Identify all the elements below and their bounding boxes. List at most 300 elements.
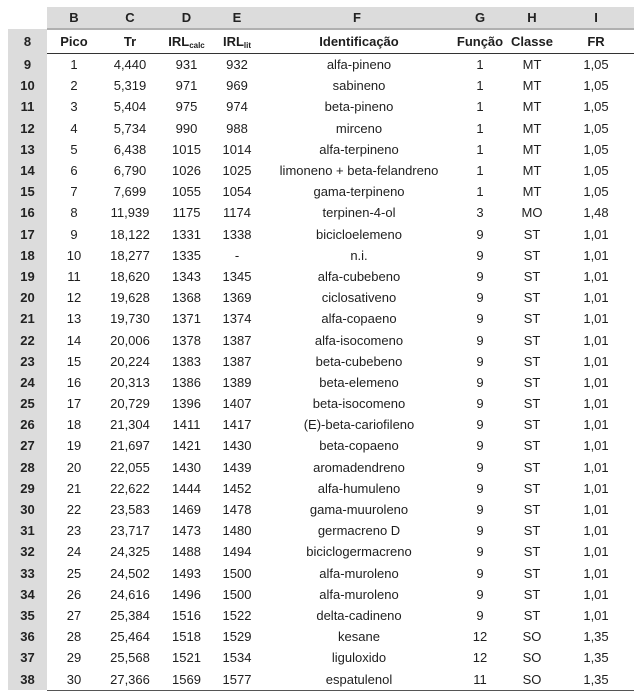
cell-funcao[interactable]: 9 [476,226,484,242]
cell-tr[interactable]: 24,616 [110,586,150,602]
cell-fr[interactable]: 1,35 [583,650,609,666]
row-number[interactable]: 20 [8,287,47,308]
cell-fr[interactable]: 1,01 [583,374,609,390]
cell-pico[interactable]: 17 [66,396,82,412]
table-row [8,541,634,562]
cell-funcao[interactable]: 9 [476,607,484,623]
cell-irl-lit[interactable]: 1174 [223,205,251,221]
cell-identificacao[interactable]: ciclosativeno [321,290,397,306]
cell-tr[interactable]: 20,729 [110,396,150,412]
cell-identificacao[interactable]: beta-isocomeno [312,396,406,412]
cell-irl-lit[interactable]: 1369 [222,290,252,306]
cell-pico[interactable]: 4 [70,120,78,136]
cell-classe[interactable]: ST [523,332,541,348]
cell-identificacao[interactable]: beta-copaeno [319,438,399,454]
cell-irl-calc[interactable]: 1488 [172,544,201,560]
cell-classe[interactable]: ST [523,565,541,581]
cell-irl-calc[interactable]: 1396 [172,396,201,412]
cell-fr[interactable]: 1,01 [583,523,609,539]
row-number[interactable]: 17 [8,224,47,245]
cell-irl-lit[interactable]: 1430 [222,438,252,454]
cell-pico[interactable]: 16 [66,374,82,390]
cell-irl-lit[interactable]: 1494 [222,544,252,560]
cell-tr[interactable]: 5,404 [113,99,147,115]
cell-irl-lit[interactable]: 1478 [222,502,252,518]
table-row [8,308,634,329]
cell-funcao[interactable]: 9 [476,438,484,454]
row-number[interactable]: 16 [8,202,47,223]
cell-funcao[interactable]: 11 [454,668,506,690]
cell-classe[interactable]: ST [523,523,541,539]
cell-irl-calc[interactable]: 975 [175,99,198,115]
cell-identificacao[interactable]: mirceno [335,120,383,136]
cell-tr[interactable]: 21,304 [110,417,150,433]
cell-fr[interactable]: 1,01 [583,311,609,327]
cell-funcao[interactable]: 9 [476,417,484,433]
cell-pico[interactable]: 29 [66,650,82,666]
cell-irl-calc[interactable]: 1518 [172,629,201,645]
header-funcao[interactable]: Função [454,29,506,54]
cell-funcao[interactable]: 9 [476,396,484,412]
cell-identificacao[interactable]: espatulenol [260,668,454,690]
cell-fr[interactable]: 1,01 [583,459,609,475]
header-tr[interactable]: Tr [101,29,159,54]
row-number[interactable]: 25 [8,393,47,414]
cell-pico[interactable]: 13 [66,311,82,327]
cell-pico[interactable]: 12 [66,290,82,306]
table-row [8,96,634,117]
header-identificacao[interactable]: Identificação [260,29,454,54]
cell-tr[interactable]: 4,440 [113,57,147,73]
cell-irl-calc[interactable]: 1444 [172,480,201,496]
column-letter-row [8,7,634,29]
cell-funcao[interactable]: 9 [476,565,484,581]
row-number[interactable]: 35 [8,605,47,626]
cell-funcao[interactable]: 9 [476,332,484,348]
cell-fr[interactable]: 1,01 [583,332,609,348]
cell-funcao[interactable]: 1 [476,99,484,115]
cell-funcao[interactable]: 9 [476,586,484,602]
cell-irl-calc[interactable]: 1383 [172,353,201,369]
cell-pico[interactable]: 18 [66,417,82,433]
cell-irl-calc[interactable]: 1055 [172,184,201,200]
cell-tr[interactable]: 19,730 [110,311,150,327]
cell-pico[interactable]: 24 [66,544,82,560]
column-header-d[interactable]: D [159,7,214,29]
cell-tr[interactable]: 23,583 [110,502,150,518]
cell-irl-lit[interactable]: 1417 [222,417,252,433]
cell-pico[interactable]: 1 [70,57,78,73]
cell-irl-lit[interactable]: 1014 [222,141,252,157]
cell-tr[interactable]: 25,384 [110,607,150,623]
cell-pico[interactable]: 7 [70,184,78,200]
header-pico[interactable]: Pico [47,29,101,54]
cell-irl-calc[interactable]: 1493 [172,565,201,581]
cell-funcao[interactable]: 3 [476,205,484,221]
cell-irl-calc[interactable]: 1026 [172,163,201,179]
cell-tr[interactable]: 21,697 [110,438,150,454]
cell-pico[interactable]: 25 [66,565,82,581]
cell-tr[interactable]: 25,464 [110,629,150,645]
cell-funcao[interactable]: 9 [476,502,484,518]
table-row [8,266,634,287]
table-row [8,224,634,245]
cell-identificacao[interactable]: alfa-muroleno [319,565,399,581]
cell-funcao[interactable]: 9 [476,374,484,390]
cell-irl-lit[interactable]: 1407 [222,396,252,412]
cell-irl-calc[interactable]: 1469 [172,502,201,518]
cell-irl-lit[interactable]: 1534 [222,650,252,666]
cell-identificacao[interactable]: beta-pineno [324,99,394,115]
cell-tr[interactable]: 18,620 [110,268,150,284]
cell-funcao[interactable]: 9 [476,290,484,306]
table-row [8,75,634,96]
cell-funcao[interactable]: 1 [476,120,484,136]
cell-classe[interactable]: ST [523,290,541,306]
row-number[interactable]: 27 [8,435,47,456]
cell-pico[interactable]: 30 [47,668,101,690]
cell-classe[interactable]: ST [523,374,541,390]
row-number[interactable]: 36 [8,626,47,647]
row-number[interactable]: 23 [8,351,47,372]
cell-identificacao[interactable]: aromadendreno [313,459,405,475]
cell-fr[interactable]: 1,05 [583,184,609,200]
row-number[interactable]: 8 [8,29,47,54]
cell-tr[interactable]: 7,699 [113,184,147,200]
row-number[interactable]: 32 [8,541,47,562]
cell-identificacao[interactable]: terpinen-4-ol [322,205,396,221]
cell-tr[interactable]: 20,313 [110,374,150,390]
cell-pico[interactable]: 20 [66,459,82,475]
cell-tr[interactable]: 20,006 [110,332,150,348]
cell-fr[interactable]: 1,01 [583,565,609,581]
cell-irl-calc[interactable]: 1015 [172,141,201,157]
cell-funcao[interactable]: 1 [476,141,484,157]
cell-tr[interactable]: 22,622 [110,480,150,496]
cell-irl-lit[interactable]: 1529 [222,629,252,645]
cell-irl-calc[interactable]: 931 [175,57,198,73]
cell-classe[interactable]: SO [522,650,542,666]
cell-funcao[interactable]: 9 [476,544,484,560]
cell-tr[interactable]: 20,224 [110,353,150,369]
header-fr[interactable]: FR [558,29,634,54]
cell-funcao[interactable]: 9 [476,353,484,369]
cell-identificacao[interactable]: beta-elemeno [319,374,399,390]
row-number[interactable]: 9 [8,54,47,76]
cell-fr[interactable]: 1,01 [583,607,609,623]
cell-tr[interactable]: 24,502 [110,565,150,581]
cell-classe[interactable]: ST [523,226,541,242]
cell-funcao[interactable]: 9 [476,480,484,496]
row-number[interactable]: 38 [8,668,47,690]
cell-classe[interactable]: ST [523,396,541,412]
cell-tr[interactable]: 27,366 [101,668,159,690]
cell-irl-calc[interactable]: 1175 [172,205,201,221]
cell-classe[interactable]: ST [523,268,541,284]
cell-pico[interactable]: 22 [66,502,82,518]
cell-irl-lit[interactable]: 1387 [222,332,252,348]
column-header-h[interactable]: H [506,7,558,29]
cell-irl-lit[interactable]: 1389 [222,374,252,390]
cell-irl-lit[interactable]: 1452 [222,480,252,496]
cell-tr[interactable]: 23,717 [110,523,150,539]
row-number[interactable]: 13 [8,139,47,160]
row-number[interactable]: 15 [8,181,47,202]
cell-fr[interactable]: 1,01 [583,268,609,284]
cell-identificacao[interactable]: n.i. [350,247,368,263]
cell-irl-lit[interactable]: 1500 [222,565,252,581]
cell-funcao[interactable]: 9 [476,523,484,539]
table-row [8,499,634,520]
cell-pico[interactable]: 5 [70,141,78,157]
cell-classe[interactable]: MT [522,184,542,200]
cell-irl-lit[interactable]: 1522 [222,607,252,623]
cell-identificacao[interactable]: biciclogermacreno [306,544,412,560]
cell-funcao[interactable]: 9 [476,247,484,263]
compound-table [8,7,634,691]
cell-irl-lit[interactable]: 1577 [214,668,260,690]
cell-irl-lit[interactable]: 1054 [222,184,252,200]
cell-funcao[interactable]: 1 [476,78,484,94]
cell-irl-lit[interactable]: 969 [226,78,248,94]
cell-irl-calc[interactable]: 1516 [172,607,201,623]
cell-pico[interactable]: 27 [66,607,82,623]
cell-irl-lit[interactable]: 988 [226,120,248,136]
header-classe[interactable]: Classe [506,29,558,54]
cell-pico[interactable]: 15 [66,353,82,369]
cell-funcao[interactable]: 9 [476,268,484,284]
cell-identificacao[interactable]: alfa-terpineno [319,141,399,157]
column-header-f[interactable]: F [260,7,454,29]
cell-classe[interactable]: ST [523,247,541,263]
cell-identificacao[interactable]: alfa-pineno [326,57,392,73]
cell-funcao[interactable]: 9 [476,459,484,475]
cell-irl-calc[interactable]: 1331 [172,226,201,242]
row-number[interactable]: 33 [8,563,47,584]
cell-pico[interactable]: 11 [67,268,81,284]
cell-fr[interactable]: 1,01 [583,247,609,263]
cell-fr[interactable]: 1,05 [583,120,609,136]
cell-pico[interactable]: 26 [66,586,82,602]
cell-identificacao[interactable]: delta-cadineno [316,607,402,623]
row-number[interactable]: 18 [8,245,47,266]
cell-fr[interactable]: 1,05 [583,141,609,157]
cell-fr[interactable]: 1,01 [583,480,609,496]
cell-classe[interactable]: ST [523,544,541,560]
table-row [8,414,634,435]
cell-fr[interactable]: 1,48 [583,205,609,221]
cell-pico[interactable]: 2 [70,78,78,94]
cell-fr[interactable]: 1,01 [583,417,609,433]
cell-identificacao[interactable]: germacreno D [317,523,401,539]
header-irl-calc[interactable] [159,29,214,54]
table-row [8,457,634,478]
cell-tr[interactable]: 6,438 [113,141,147,157]
cell-tr[interactable]: 18,122 [110,226,150,242]
cell-pico[interactable]: 21 [66,480,82,496]
cell-funcao[interactable]: 1 [476,57,484,73]
row-number[interactable]: 28 [8,457,47,478]
cell-irl-lit[interactable]: 1439 [222,459,252,475]
cell-irl-calc[interactable]: 1411 [172,417,201,433]
cell-fr[interactable]: 1,01 [583,502,609,518]
row-number[interactable]: 22 [8,329,47,350]
cell-classe[interactable]: SO [506,668,558,690]
cell-tr[interactable]: 6,790 [113,163,147,179]
cell-classe[interactable]: ST [523,607,541,623]
cell-irl-lit[interactable]: 1387 [222,353,252,369]
cell-classe[interactable]: SO [522,629,542,645]
cell-classe[interactable]: ST [523,480,541,496]
cell-identificacao[interactable]: bicicloelemeno [316,226,402,242]
cell-identificacao[interactable]: gama-muuroleno [309,502,409,518]
cell-irl-lit[interactable]: 1345 [222,268,252,284]
table-row [8,245,634,266]
cell-fr[interactable]: 1,01 [583,226,609,242]
cell-irl-calc[interactable]: 1473 [172,523,201,539]
cell-fr[interactable]: 1,05 [583,57,609,73]
cell-tr[interactable]: 5,734 [113,120,147,136]
cell-funcao[interactable]: 1 [476,184,484,200]
cell-pico[interactable]: 10 [66,247,82,263]
header-irl-lit[interactable] [214,29,260,54]
cell-irl-calc[interactable]: 1386 [172,374,201,390]
cell-identificacao[interactable]: (E)-beta-cariofileno [303,417,415,433]
cell-tr[interactable]: 5,319 [113,78,147,94]
row-number[interactable]: 24 [8,372,47,393]
cell-irl-calc[interactable]: 1430 [172,459,201,475]
cell-pico[interactable]: 3 [70,99,78,115]
cell-funcao[interactable]: 12 [472,629,488,645]
row-number[interactable]: 10 [8,75,47,96]
cell-classe[interactable]: ST [523,438,541,454]
row-number[interactable]: 34 [8,584,47,605]
cell-identificacao[interactable]: alfa-muroleno [319,586,399,602]
cell-fr[interactable]: 1,01 [583,438,609,454]
cell-irl-calc[interactable]: 1371 [172,311,201,327]
row-number[interactable]: 14 [8,160,47,181]
cell-pico[interactable]: 19 [66,438,82,454]
cell-fr[interactable]: 1,01 [583,396,609,412]
cell-irl-calc[interactable]: 1569 [159,668,214,690]
cell-irl-calc[interactable]: 1343 [172,268,201,284]
row-number[interactable]: 26 [8,414,47,435]
column-header-b[interactable]: B [47,7,101,29]
column-header-e[interactable]: E [214,7,260,29]
cell-funcao[interactable]: 1 [476,163,484,179]
cell-irl-lit[interactable]: 974 [226,99,248,115]
row-number[interactable]: 37 [8,647,47,668]
cell-irl-calc[interactable]: 1521 [172,650,201,666]
cell-identificacao[interactable]: liguloxido [331,650,387,666]
column-header-g[interactable]: G [454,7,506,29]
column-header-i[interactable]: I [558,7,634,29]
cell-classe[interactable]: ST [523,459,541,475]
cell-classe[interactable]: MO [521,205,543,221]
cell-classe[interactable]: ST [523,353,541,369]
cell-identificacao[interactable]: limoneno + beta-felandreno [279,163,439,179]
cell-irl-lit[interactable]: 1338 [222,226,252,242]
cell-identificacao[interactable]: gama-terpineno [313,184,405,200]
cell-pico[interactable]: 23 [66,523,82,539]
cell-classe[interactable]: MT [522,120,542,136]
cell-fr[interactable]: 1,05 [583,99,609,115]
cell-pico[interactable]: 6 [70,163,78,179]
cell-identificacao[interactable]: alfa-isocomeno [314,332,404,348]
cell-irl-calc[interactable]: 1421 [172,438,201,454]
cell-fr[interactable]: 1,01 [583,544,609,560]
cell-classe[interactable]: MT [522,141,542,157]
cell-funcao[interactable]: 12 [472,650,488,666]
cell-irl-calc[interactable]: 1378 [172,332,201,348]
cell-fr[interactable]: 1,35 [558,668,634,690]
cell-irl-calc[interactable]: 1496 [172,586,201,602]
cell-pico[interactable]: 14 [66,332,82,348]
cell-irl-lit[interactable]: 1025 [222,163,252,179]
cell-fr[interactable]: 1,35 [583,629,609,645]
cell-irl-lit[interactable]: 1500 [222,586,252,602]
cell-funcao[interactable]: 9 [476,311,484,327]
cell-fr[interactable]: 1,01 [583,353,609,369]
cell-identificacao[interactable]: kesane [338,629,380,645]
cell-irl-calc[interactable]: 1368 [172,290,201,306]
cell-classe[interactable]: ST [523,502,541,518]
table-header-row [8,29,634,54]
cell-irl-lit[interactable]: - [234,247,240,263]
cell-irl-calc[interactable]: 990 [175,120,198,136]
cell-irl-lit[interactable]: 1374 [222,311,252,327]
cell-identificacao[interactable]: alfa-humuleno [317,480,401,496]
cell-irl-lit[interactable]: 1480 [222,523,252,539]
cell-classe[interactable]: MT [522,57,542,73]
cell-classe[interactable]: ST [523,311,541,327]
cell-classe[interactable]: ST [523,586,541,602]
cell-tr[interactable]: 18,277 [110,247,150,263]
cell-fr[interactable]: 1,01 [583,290,609,306]
cell-tr[interactable]: 11,939 [110,205,150,221]
cell-fr[interactable]: 1,01 [583,586,609,602]
row-number[interactable]: 30 [8,499,47,520]
cell-irl-calc[interactable]: 971 [175,78,198,94]
cell-identificacao[interactable]: alfa-copaeno [321,311,397,327]
cell-irl-lit[interactable]: 932 [226,57,248,73]
cell-classe[interactable]: ST [523,417,541,433]
row-number[interactable]: 19 [8,266,47,287]
cell-classe[interactable]: MT [522,163,542,179]
cell-tr[interactable]: 25,568 [110,650,150,666]
cell-irl-calc[interactable]: 1335 [172,247,201,263]
cell-tr[interactable]: 22,055 [110,459,150,475]
row-number[interactable]: 11 [8,96,47,117]
row-number[interactable]: 31 [8,520,47,541]
cell-identificacao[interactable]: beta-cubebeno [315,353,403,369]
row-number[interactable]: 12 [8,118,47,139]
row-number[interactable]: 29 [8,478,47,499]
cell-classe[interactable]: MT [522,99,542,115]
cell-classe[interactable]: MT [522,78,542,94]
cell-tr[interactable]: 24,325 [110,544,150,560]
cell-identificacao[interactable]: alfa-cubebeno [317,268,401,284]
cell-pico[interactable]: 9 [70,226,78,242]
column-header-c[interactable]: C [101,7,159,29]
row-number[interactable]: 21 [8,308,47,329]
cell-identificacao[interactable]: sabineno [332,78,386,94]
cell-pico[interactable]: 8 [70,205,78,221]
cell-fr[interactable]: 1,05 [583,163,609,179]
cell-pico[interactable]: 28 [66,629,82,645]
cell-tr[interactable]: 19,628 [110,290,150,306]
cell-fr[interactable]: 1,05 [583,78,609,94]
